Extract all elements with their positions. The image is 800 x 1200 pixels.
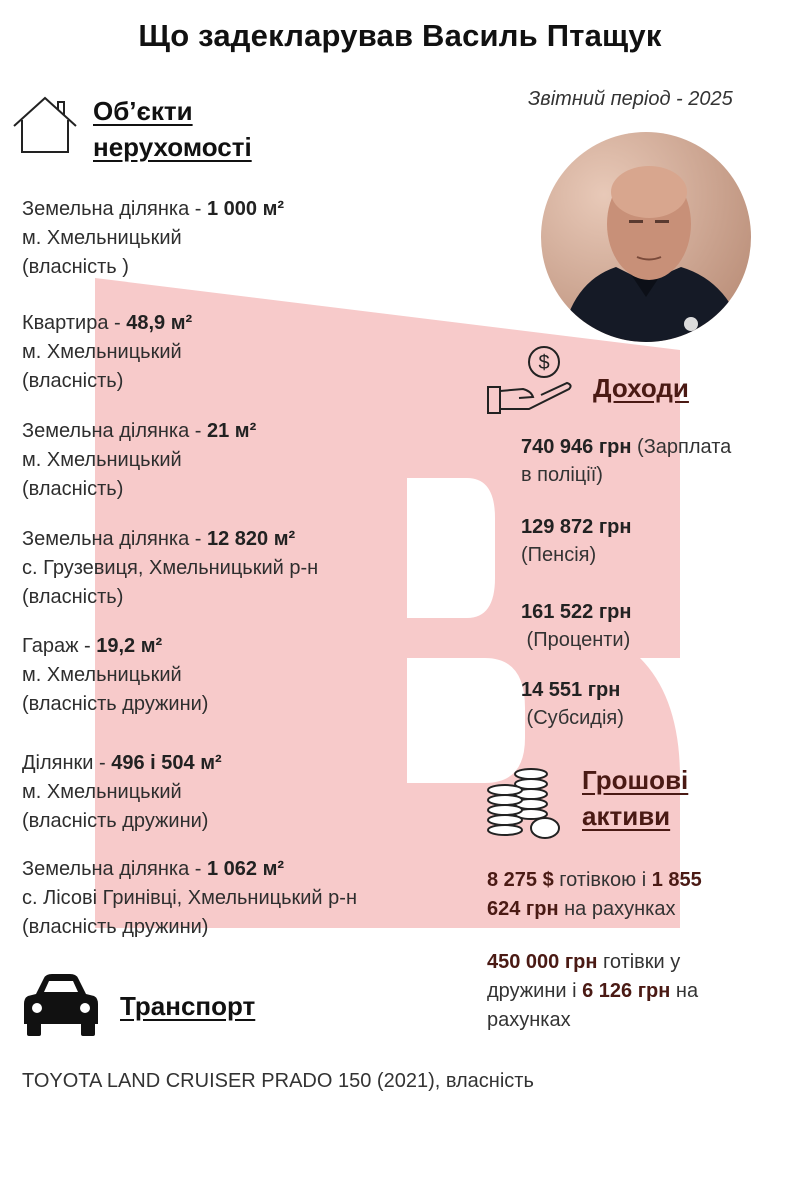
income-item: 161 522 грн (Проценти) [521, 601, 632, 651]
svg-text:$: $ [538, 352, 550, 374]
real-estate-heading: Об’єкти нерухомості [93, 96, 252, 162]
car-icon [22, 972, 100, 1038]
income-item: 740 946 грн (Зарплата в поліції) [521, 436, 732, 486]
property-item: Квартира - 48,9 м² м. Хмельницький (власність) [22, 312, 193, 392]
assets-heading: Грошові активи [582, 765, 689, 831]
income-item: 129 872 грн (Пенсія) [521, 516, 632, 566]
property-item: Гараж - 19,2 м² м. Хмельницький (власність дружини) [22, 635, 209, 715]
property-item: Земельна ділянка - 1 000 м² м. Хмельницький (власність ) [22, 198, 285, 278]
property-item: Земельна ділянка - 1 062 м² с. Лісові Гринівці, Хмельницький р-н (власність дружини) [22, 858, 357, 938]
assets-entry: 8 275 $ готівкою і 1 855 624 грн на рахунках [487, 869, 702, 920]
reporting-period: Звітний період - 2025 [528, 88, 733, 110]
property-item: Земельна ділянка - 12 820 м² с. Грузевиця, Хмельницький р-н (власність) [22, 528, 319, 608]
transport-heading: Транспорт [120, 991, 256, 1021]
property-item: Земельна ділянка - 21 м² м. Хмельницький (власність) [22, 420, 257, 500]
coins-stack-icon [485, 760, 565, 840]
person-photo [541, 132, 751, 342]
property-item: Ділянки - 496 і 504 м² м. Хмельницький (власність дружини) [22, 752, 222, 832]
house-icon [10, 94, 80, 156]
income-heading: Доходи [593, 373, 689, 403]
money-hand-icon [485, 345, 575, 417]
vehicle-entry: TOYOTA LAND CRUISER PRADO 150 (2021), власність [22, 1070, 534, 1092]
assets-entry: 450 000 грн готівки у дружини і 6 126 грн на рахунках [487, 951, 699, 1031]
page-title: Що задекларував Василь Птащук [138, 18, 662, 53]
income-item: 14 551 грн (Субсидія) [521, 679, 624, 729]
